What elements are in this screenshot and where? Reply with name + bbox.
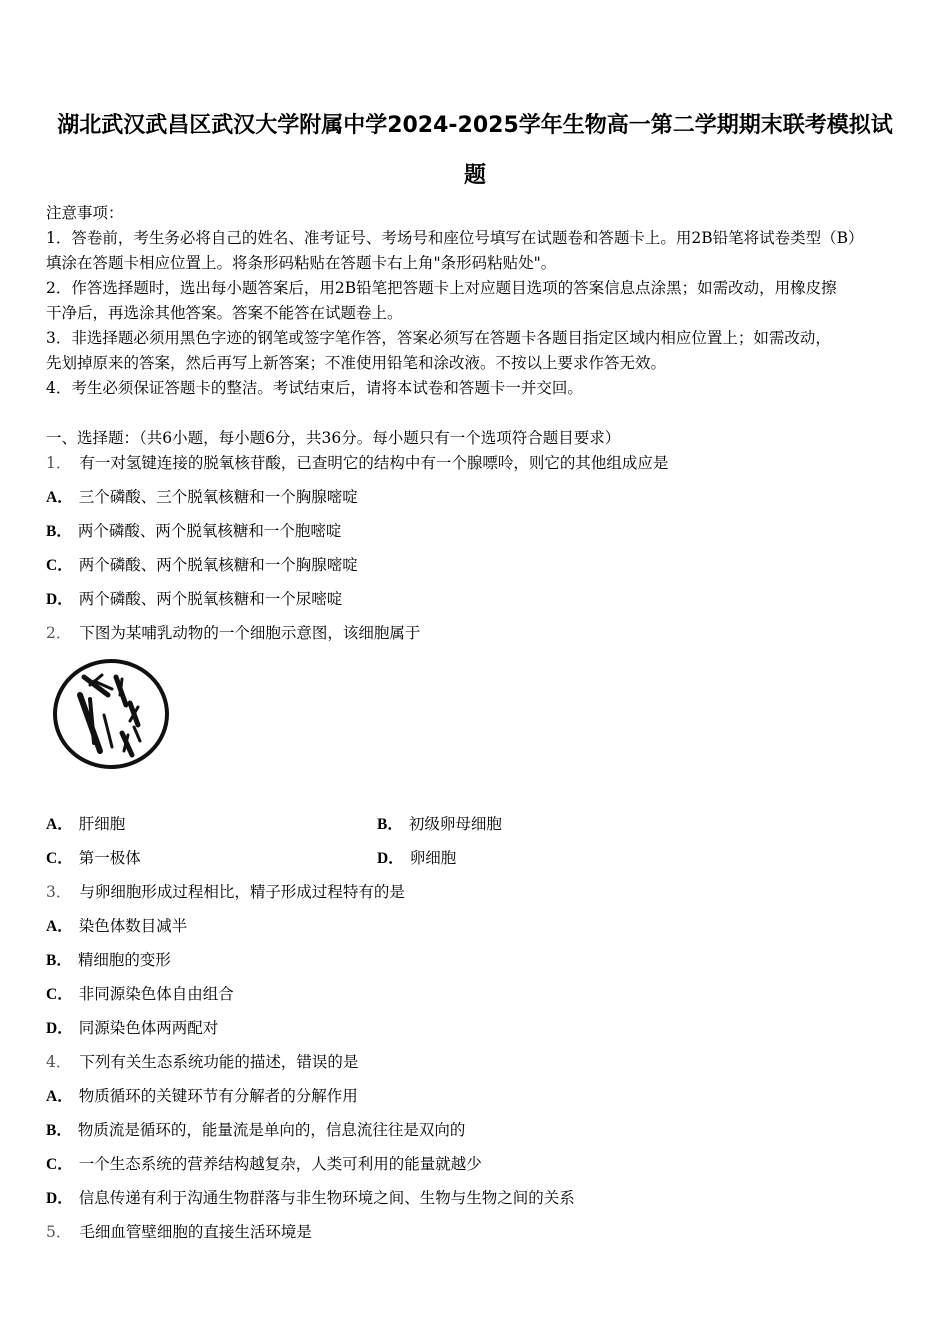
option-text: 同源染色体两两配对 xyxy=(78,1019,219,1037)
notice-line: 4．考生必须保证答题卡的整洁。考试结束后，请将本试卷和答题卡一并交回。 xyxy=(46,379,583,397)
chromosome xyxy=(134,727,140,741)
option-4c xyxy=(46,1153,482,1176)
option-text: 第一极体 xyxy=(78,849,141,867)
option-text: 三个磷酸、三个脱氧核糖和一个胸腺嘧啶 xyxy=(78,488,358,506)
cell-diagram xyxy=(50,655,175,775)
notice-line: 先划掉原来的答案，然后再写上新答案；不准使用铅笔和涂改液。不按以上要求作答无效。 xyxy=(46,354,667,372)
option-1c xyxy=(46,554,358,577)
notice-line: 干净后，再选涂其他答案。答案不能答在试题卷上。 xyxy=(46,304,403,322)
option-text: 卵细胞 xyxy=(409,849,457,867)
option-letter: C． xyxy=(46,557,73,574)
question-5 xyxy=(46,1221,312,1243)
option-1d xyxy=(46,588,342,611)
question-number: 4． xyxy=(46,1053,72,1071)
option-text: 一个生态系统的营养结构越复杂，人类可利用的能量就越少 xyxy=(78,1155,482,1173)
option-letter: C． xyxy=(46,986,73,1003)
option-letter: A． xyxy=(46,816,73,833)
option-3b xyxy=(46,949,171,972)
option-letter: D． xyxy=(46,1190,73,1207)
option-letter: B． xyxy=(377,816,403,833)
option-4a xyxy=(46,1085,358,1108)
option-text: 信息传递有利于沟通生物群落与非生物环境之间、生物与生物之间的关系 xyxy=(78,1189,575,1207)
option-text: 两个磷酸、两个脱氧核糖和一个胞嘧啶 xyxy=(77,522,342,540)
option-2d xyxy=(377,847,456,870)
question-number: 5． xyxy=(46,1223,72,1241)
notice-line: 2．作答选择题时，选出每小题答案后，用2B铅笔把答题卡上对应题目选项的答案信息点涂黑；如需改动，用橡皮擦 xyxy=(46,279,837,297)
notice-line: 3．非选择题必须用黑色字迹的钢笔或签字笔作答，答案必须写在答题卡各题目指定区域内相应位置上；如需改动， xyxy=(46,329,831,347)
notice-line: 填涂在答题卡相应位置上。将条形码粘贴在答题卡右上角"条形码粘贴处"。 xyxy=(46,254,557,272)
option-text: 物质循环的关键环节有分解者的分解作用 xyxy=(78,1087,358,1105)
chromosome xyxy=(104,715,112,747)
option-letter: C． xyxy=(46,850,73,867)
option-4b xyxy=(46,1119,465,1142)
page-title-continued: 题 xyxy=(463,163,486,188)
question-3 xyxy=(46,881,405,903)
question-1 xyxy=(46,452,668,474)
option-letter: D． xyxy=(46,1020,73,1037)
page-title: 湖北武汉武昌区武汉大学附属中学2024-2025学年生物高一第二学期期末联考模拟试 xyxy=(57,113,893,138)
option-3c xyxy=(46,983,234,1006)
option-letter: A． xyxy=(46,489,73,506)
chromosome xyxy=(90,699,94,743)
option-letter: C． xyxy=(46,1156,73,1173)
question-4 xyxy=(46,1051,358,1073)
option-letter: A． xyxy=(46,918,73,935)
option-2c xyxy=(46,847,141,870)
section-heading: 一、选择题：（共6小题，每小题6分，共36分。每小题只有一个选项符合题目要求） xyxy=(46,429,621,447)
cell-membrane xyxy=(55,661,167,767)
option-text: 非同源染色体自由组合 xyxy=(78,985,234,1003)
option-letter: D． xyxy=(377,850,404,867)
chromosomes xyxy=(80,675,140,755)
option-text: 肝细胞 xyxy=(78,815,126,833)
option-letter: D． xyxy=(46,591,73,608)
option-4d xyxy=(46,1187,575,1210)
question-number: 1． xyxy=(46,454,72,472)
notice-heading: 注意事项： xyxy=(46,204,124,222)
option-letter: B． xyxy=(46,523,72,540)
option-text: 精细胞的变形 xyxy=(77,951,171,969)
option-text: 两个磷酸、两个脱氧核糖和一个尿嘧啶 xyxy=(78,590,343,608)
question-number: 3． xyxy=(46,883,72,901)
chromosome xyxy=(120,679,122,695)
question-text: 下图为某哺乳动物的一个细胞示意图，该细胞属于 xyxy=(79,624,421,642)
question-text: 下列有关生态系统功能的描述，错误的是 xyxy=(79,1053,359,1071)
option-3a xyxy=(46,915,187,938)
question-text: 与卵细胞形成过程相比，精子形成过程特有的是 xyxy=(79,883,405,901)
option-2a xyxy=(46,813,125,836)
option-text: 染色体数目减半 xyxy=(78,917,188,935)
question-number: 2． xyxy=(46,624,72,642)
option-2b xyxy=(377,813,502,836)
option-text: 物质流是循环的，能量流是单向的，信息流往往是双向的 xyxy=(77,1121,466,1139)
question-text: 有一对氢键连接的脱氧核苷酸，已查明它的结构中有一个腺嘌呤，则它的其他组成应是 xyxy=(79,454,669,472)
option-letter: B． xyxy=(46,952,72,969)
option-1a xyxy=(46,486,358,509)
option-letter: A． xyxy=(46,1088,73,1105)
question-text: 毛细血管壁细胞的直接生活环境是 xyxy=(79,1223,312,1241)
question-2 xyxy=(46,622,420,644)
option-text: 初级卵母细胞 xyxy=(408,815,502,833)
option-letter: B． xyxy=(46,1122,72,1139)
notice-line: 1．答卷前，考生务必将自己的姓名、准考证号、考场号和座位号填写在试题卷和答题卡上。用2B铅笔将试卷类型（B） xyxy=(46,229,864,247)
option-1b xyxy=(46,520,341,543)
option-text: 两个磷酸、两个脱氧核糖和一个胸腺嘧啶 xyxy=(78,556,358,574)
option-3d xyxy=(46,1017,218,1040)
